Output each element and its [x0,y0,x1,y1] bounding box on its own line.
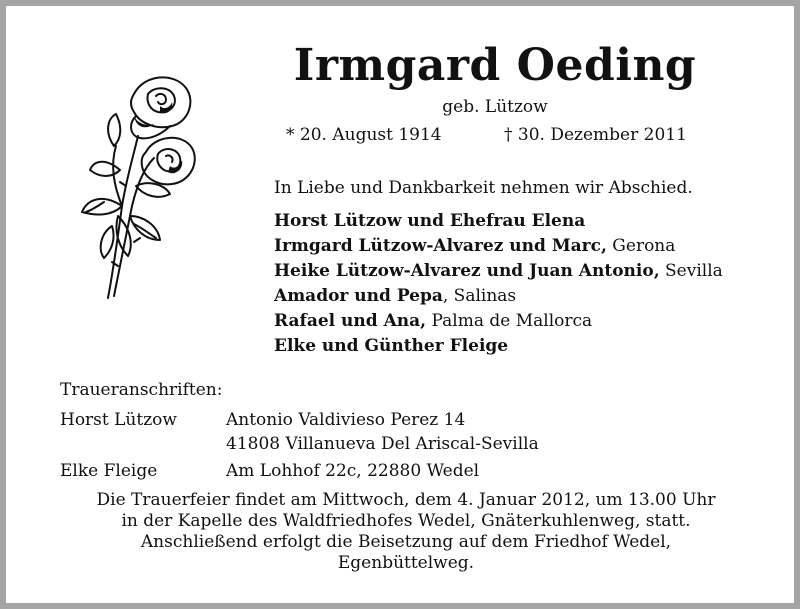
addresses-heading: Traueranschriften: [60,380,223,400]
mourner-names: Horst Lützow und Ehefrau Elena [274,211,586,231]
service-line: Die Trauerfeier findet am Mittwoch, dem 4. Januar 2012, um 13.00 Uhr [96,490,716,510]
death-date: † 30. Dezember 2011 [504,125,687,145]
funeral-service-text [46,490,766,574]
service-line: in der Kapelle des Waldfriedhofes Wedel, Gnäterkuhlenweg, statt. [121,511,691,531]
mourner-names: Amador und Pepa [274,286,443,306]
mourner-row [274,309,723,334]
deceased-name: Irmgard Oeding [293,40,697,91]
birth-date: * 20. August 1914 [286,125,442,145]
address-line: 41808 Villanueva Del Ariscal-Sevilla [226,434,539,454]
farewell-line: In Liebe und Dankbarkeit nehmen wir Abschied. [274,178,693,198]
service-line: Anschließend erfolgt die Beisetzung auf dem Friedhof Wedel, [140,532,672,552]
mourner-names: Elke und Günther Fleige [274,336,509,356]
address-lines [226,459,479,483]
maiden-name: geb. Lützow [442,97,548,117]
address-line: Am Lohhof 22c, 22880 Wedel [226,461,480,481]
address-name: Elke Fleige [60,461,158,481]
mourner-place: , Salinas [442,286,517,306]
mourner-names: Heike Lützow-Alvarez und Juan Antonio, [274,261,660,281]
mourner-names: Rafael und Ana, [274,311,427,331]
mourner-row [274,334,723,359]
mourner-row [274,234,723,259]
mourner-row [274,209,723,234]
service-line: Egenbüttelweg. [337,553,475,573]
address-lines [226,408,539,456]
mourner-place: Gerona [612,236,676,256]
mourners-list [274,209,723,359]
mourner-place: Palma de Mallorca [431,311,593,331]
address-name: Horst Lützow [60,410,177,430]
mourner-place: Sevilla [665,261,723,281]
mourner-row [274,284,723,309]
address-line: Antonio Valdivieso Perez 14 [226,410,466,430]
mourner-names: Irmgard Lützow-Alvarez und Marc, [274,236,607,256]
mourner-row [274,259,723,284]
rose-icon [74,66,204,301]
